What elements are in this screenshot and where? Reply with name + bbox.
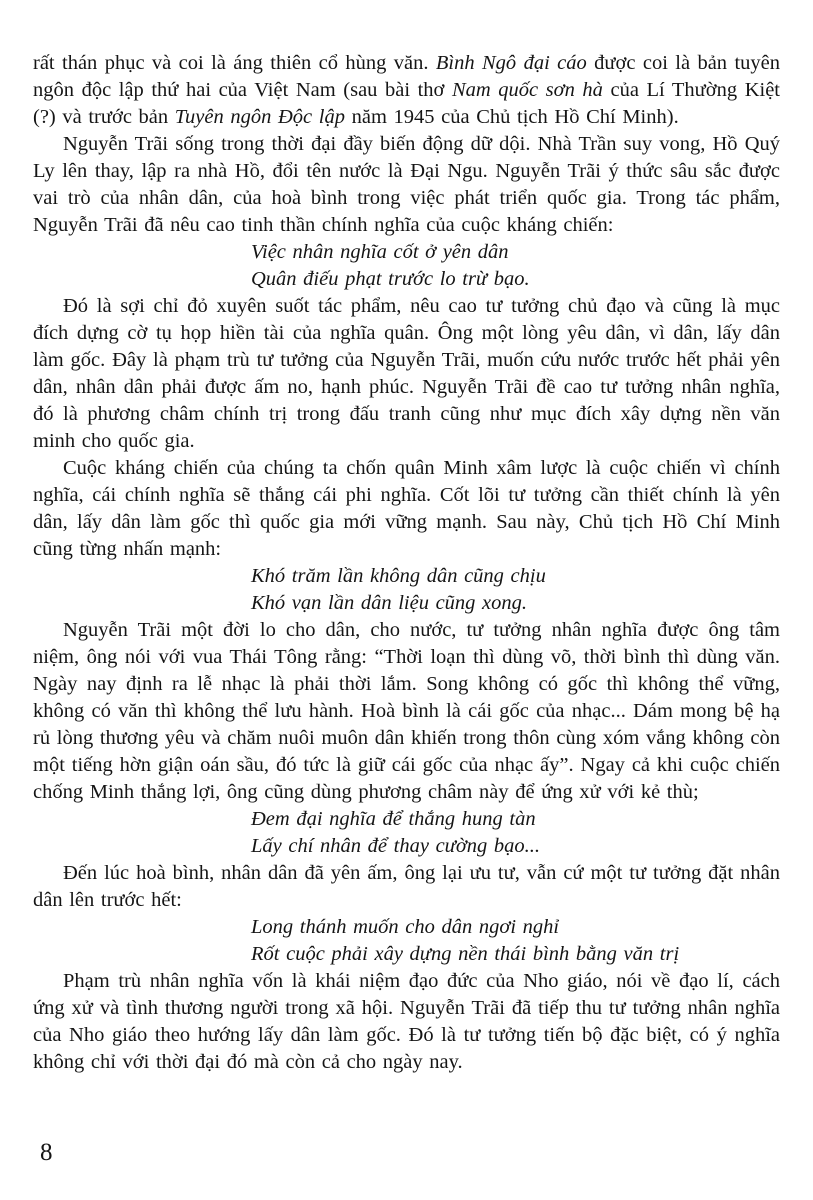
italic-title-text: Nam quốc sơn hà [451,79,603,101]
paragraph [33,860,780,914]
body-text: Cuộc kháng chiến của chúng ta chốn quân Minh xâm lược là cuộc chiến vì chính nghĩa, cái chính nghĩa sẽ thắng cái phi nghĩa. Cốt lõi tư tưởng cần thiết chính là yên dân, lấy dân làm gốc thì quốc gia mới vững mạnh. Sau này, Chủ tịch Hồ Chí Minh cũng từng nhấn mạnh: [33,457,780,560]
verse-line: Long thánh muốn cho dân ngơi nghỉ [251,916,560,938]
paragraph [33,50,780,131]
verse-line: Quân điếu phạt trước lo trừ bạo. [251,268,530,290]
body-text: Nguyễn Trãi một đời lo cho dân, cho nước, tư tưởng nhân nghĩa được ông tâm niệm, ông nói với vua Thái Tông rằng: “Thời loạn thì dùng võ, thời bình thì dùng văn. Ngày nay định ra lễ nhạc là phải thời lắm. Song không có gốc thì không thể vững, không có văn thì không thể lưu hành. Hoà bình là cái gốc của nhạc... Dám mong bệ hạ rủ lòng thương yêu và chăm nuôi muôn dân khiến trong thôn cùng xóm vắng không còn một tiếng hờn giận oán sầu, đó tức là giữ cái gốc của nhạc ấy”. Ngay cả khi cuộc chiến chống Minh thắng lợi, ông cũng dùng phương châm này để ứng xử với kẻ thù; [33,619,780,803]
page-content [33,50,780,1076]
body-text: Nguyễn Trãi sống trong thời đại đầy biến động dữ dội. Nhà Trần suy vong, Hồ Quý Ly lên thay, lập ra nhà Hồ, đổi tên nước là Đại Ngu. Nguyễn Trãi ý thức sâu sắc được vai trò của nhân dân, của hoà bình trong việc phát triển quốc gia. Trong tác phẩm, Nguyễn Trãi đã nêu cao tinh thần chính nghĩa của cuộc kháng chiến: [33,133,780,236]
verse-line: Đem đại nghĩa để thắng hung tàn [251,808,536,830]
body-text: rất thán phục và coi là áng thiên cổ hùng văn. [33,52,436,74]
page-number: 8 [40,1139,53,1166]
verse-quote [251,914,780,968]
body-text: được coi là bản tuyên ngôn độc lập thứ hai của Việt Nam (sau bài thơ [33,52,780,101]
verse-line: Lấy chí nhân để thay cường bạo... [251,835,541,857]
body-text: Đến lúc hoà bình, nhân dân đã yên ấm, ông lại ưu tư, vẫn cứ một tư tưởng đặt nhân dân lên trước hết: [33,862,780,911]
italic-title-text: Tuyên ngôn Độc lập [174,106,345,128]
paragraph [33,617,780,806]
verse-line: Rốt cuộc phải xây dựng nền thái bình bằng văn trị [251,943,680,965]
body-text: Đó là sợi chỉ đỏ xuyên suốt tác phẩm, nêu cao tư tưởng chủ đạo và cũng là mục đích dựng cờ tụ họp hiền tài của nghĩa quân. Ông một lòng yêu dân, vì dân, lấy dân làm gốc. Đây là phạm trù tư tưởng của Nguyễn Trãi, muốn cứu nước trước hết phải yên dân, nhân dân phải được ấm no, hạnh phúc. Nguyễn Trãi đề cao tư tưởng nhân nghĩa, đó là phương châm chính trị trong đấu tranh cũng như mục đích xây dựng nền văn minh cho quốc gia. [33,295,780,452]
verse-line: Việc nhân nghĩa cốt ở yên dân [251,241,509,263]
body-text: của Lí Thường Kiệt (?) và trước bản [33,79,780,128]
paragraph [33,131,780,239]
verse-quote [251,806,780,860]
body-text: Phạm trù nhân nghĩa vốn là khái niệm đạo đức của Nho giáo, nói về đạo lí, cách ứng xử và tình thương người trong xã hội. Nguyễn Trãi đã tiếp thu tư tưởng nhân nghĩa của Nho giáo theo hướng lấy dân làm gốc. Đó là tư tưởng tiến bộ đặc biệt, có ý nghĩa không chỉ với thời đại đó mà còn cả cho ngày nay. [33,970,780,1073]
verse-line: Khó trăm lần không dân cũng chịu [251,565,546,587]
verse-line: Khó vạn lần dân liệu cũng xong. [251,592,528,614]
verse-quote [251,239,780,293]
italic-title-text: Bình Ngô đại cáo [435,52,587,74]
paragraph [33,455,780,563]
paragraph [33,293,780,455]
body-text: năm 1945 của Chủ tịch Hồ Chí Minh). [344,106,679,128]
paragraph [33,968,780,1076]
verse-quote [251,563,780,617]
